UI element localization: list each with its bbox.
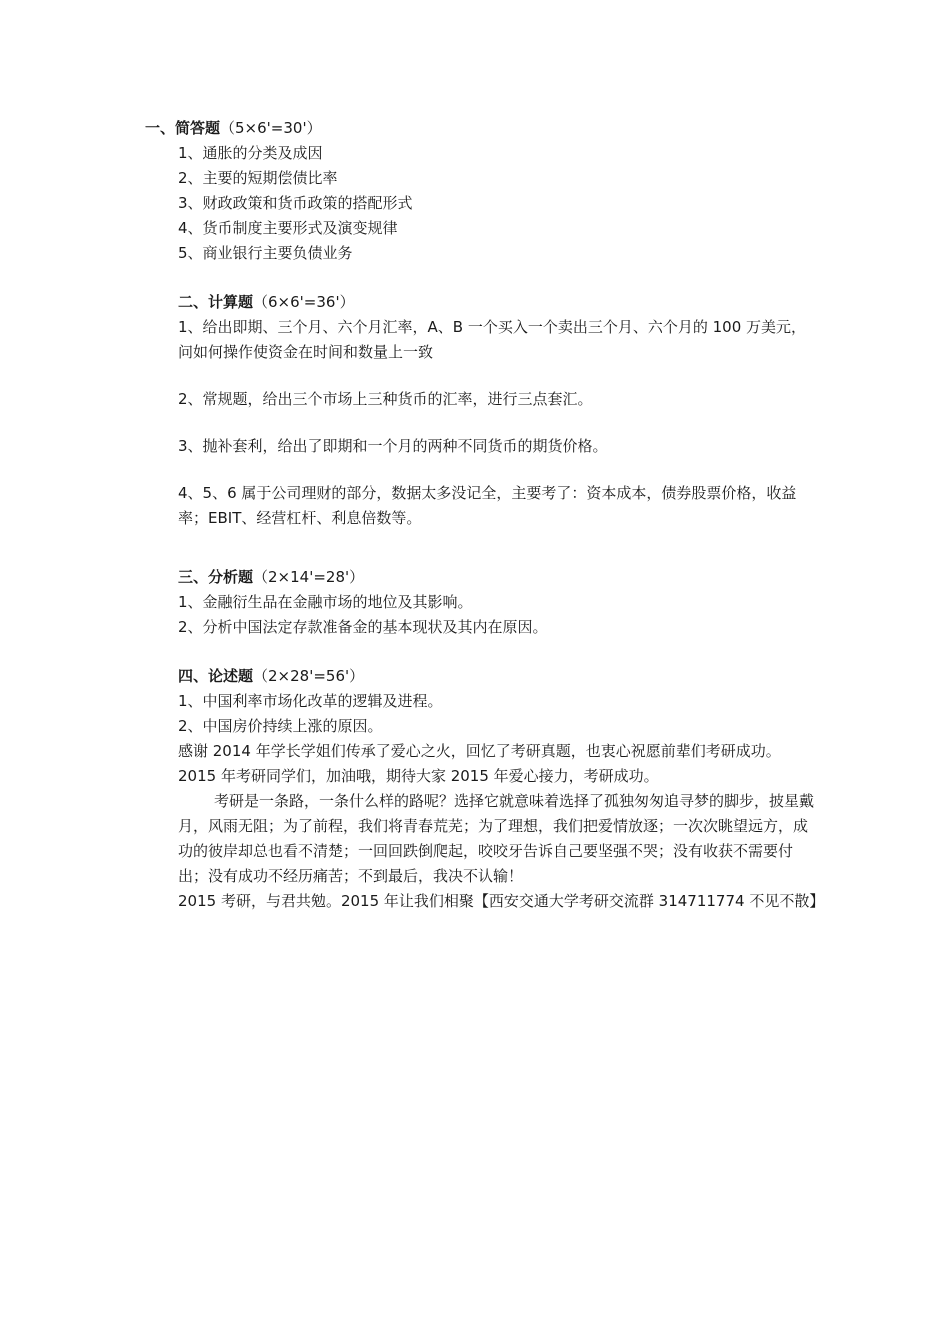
section-title: 二、计算题 xyxy=(178,293,254,311)
question-item: 2、主要的短期偿债比率 xyxy=(178,169,338,187)
section-short-answer xyxy=(145,116,815,266)
question-item: 3、抛补套利，给出了即期和一个月的两种不同货币的期货价格。 xyxy=(178,437,608,455)
question-item: 4、5、6 属于公司理财的部分，数据太多没记全，主要考了：资本成本，债券股票价格，收益率；EBIT、经营杠杆、利息倍数等。 xyxy=(178,484,797,527)
thanks-paragraph: 感谢 2014 年学长学姐们传承了爱心之火，回忆了考研真题，也衷心祝愿前辈们考研成功。2015 年考研同学们，加油哦，期待大家 2015 年爱心接力，考研成功。 xyxy=(178,742,781,785)
section-score: （6×6'=36'） xyxy=(253,293,355,311)
section-score: （5×6'=30'） xyxy=(220,119,322,137)
question-item: 2、中国房价持续上涨的原因。 xyxy=(178,717,383,735)
question-item: 2、常规题，给出三个市场上三种货币的汇率，进行三点套汇。 xyxy=(178,390,593,408)
question-item: 3、财政政策和货币政策的搭配形式 xyxy=(178,194,413,212)
section-heading xyxy=(178,664,818,689)
question-item: 1、中国利率市场化改革的逻辑及进程。 xyxy=(178,692,443,710)
question-item: 2、分析中国法定存款准备金的基本现状及其内在原因。 xyxy=(178,618,548,636)
section-title: 一、简答题 xyxy=(145,119,221,137)
section-title: 三、分析题 xyxy=(178,568,254,586)
section-analysis xyxy=(178,565,818,640)
question-item: 4、货币制度主要形式及演变规律 xyxy=(178,219,398,237)
section-heading xyxy=(145,116,815,141)
question-item: 1、通胀的分类及成因 xyxy=(178,144,323,162)
section-score: （2×28'=56'） xyxy=(253,667,365,685)
essay-paragraph: 考研是一条路，一条什么样的路呢？选择它就意味着选择了孤独匆匆追寻梦的脚步，披星戴月，风雨无阻；为了前程，我们将青春荒芜；为了理想，我们把爱情放逐；一次次眺望远方，成功的彼岸却总也看不清楚；一回回跌倒爬起，咬咬牙告诉自己要坚强不哭；没有收获不需要付出；没有成功不经历痛苦；不到最后，我决不认输！ xyxy=(178,792,815,885)
section-heading xyxy=(178,565,818,590)
question-item: 1、金融衍生品在金融市场的地位及其影响。 xyxy=(178,593,473,611)
section-score: （2×14'=28'） xyxy=(253,568,365,586)
section-essay xyxy=(178,664,825,914)
section-title: 四、论述题 xyxy=(178,667,254,685)
question-item: 1、给出即期、三个月、六个月汇率，A、B 一个买入一个卖出三个月、六个月的 100 万美元，问如何操作使资金在时间和数量上一致 xyxy=(178,318,807,361)
section-heading xyxy=(178,290,818,315)
section-calculation xyxy=(178,290,818,531)
signoff-paragraph: 2015 考研，与君共勉。2015 年让我们相聚【西安交通大学考研交流群 314711774 不见不散】 xyxy=(178,892,825,910)
question-item: 5、商业银行主要负债业务 xyxy=(178,244,353,262)
